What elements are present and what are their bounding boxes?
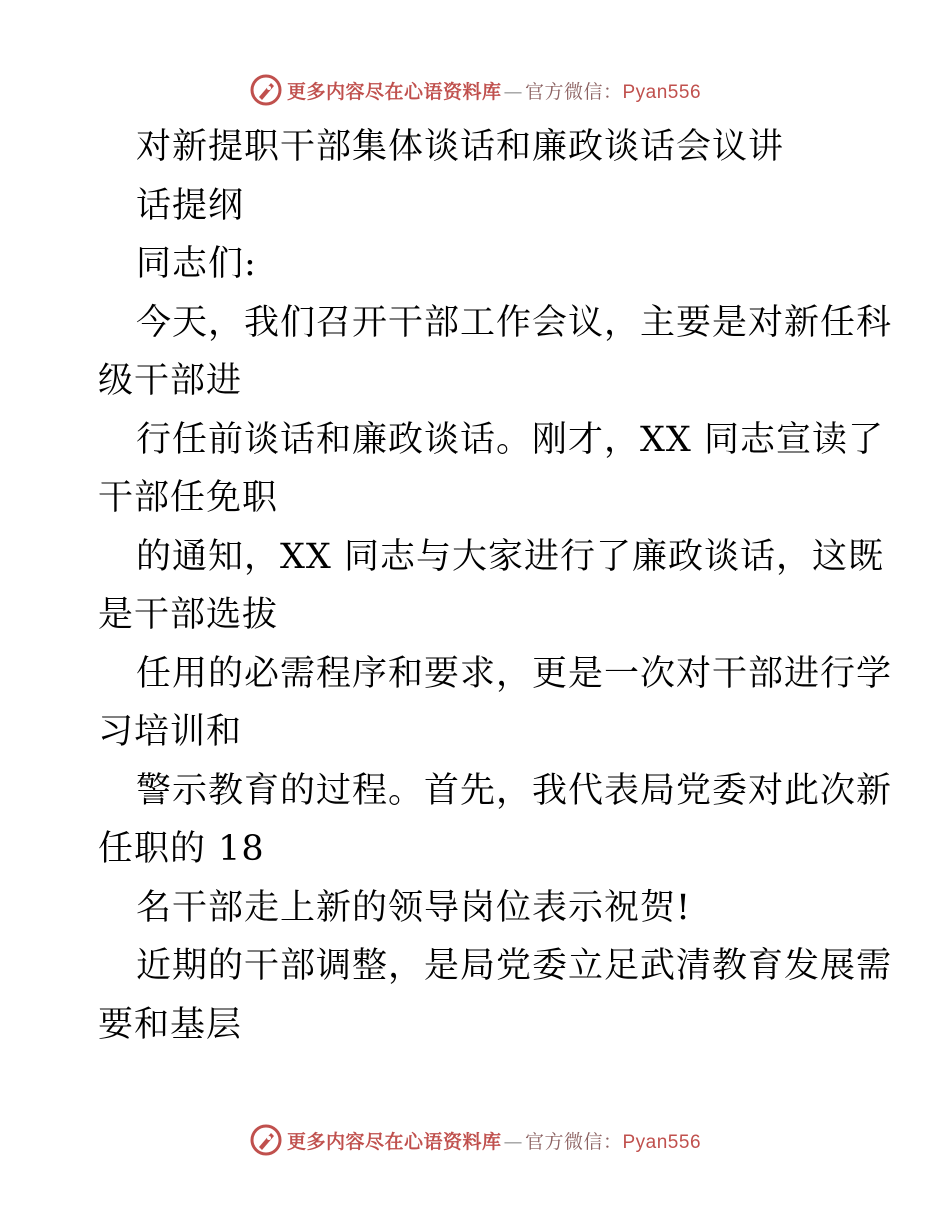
document-line: 近期的干部调整，是局党委立足武清教育发展需 (136, 946, 893, 986)
footer-watermark (0, 1120, 950, 1160)
header-watermark-text (287, 77, 701, 104)
document-line: 是干部选拔 (98, 595, 279, 635)
header-watermark (0, 70, 950, 110)
document-line: 习培训和 (98, 712, 243, 752)
footer-watermark-inner (249, 1123, 701, 1157)
footer-watermark-text (287, 1127, 701, 1154)
watermark-wechat-label: 官方微信： (524, 80, 623, 103)
document-line: 行任前谈话和廉政谈话。刚才，XX 同志宣读了 (136, 419, 884, 460)
document-line: 警示教育的过程。首先，我代表局党委对此次新 (136, 770, 893, 811)
document-body (98, 118, 893, 1054)
watermark-separator: — (503, 80, 523, 103)
document-line: 任职的 18 (98, 829, 265, 869)
document-line: 同志们: (136, 244, 257, 284)
document-line: 话提纲 (136, 185, 245, 226)
document-line: 级干部进 (98, 361, 243, 401)
document-line: 要和基层 (98, 1004, 243, 1045)
watermark-wechat-id: Pyan556 (622, 1131, 702, 1153)
pen-nib-logo-icon (249, 1123, 283, 1157)
document-line: 的通知，XX 同志与大家进行了廉政谈话，这既 (136, 536, 884, 577)
document-line: 今天，我们召开干部工作会议，主要是对新任科 (136, 302, 893, 343)
watermark-wechat-id: Pyan556 (622, 81, 702, 103)
pen-nib-logo-icon (249, 73, 283, 107)
document-line: 名干部走上新的领导岗位表示祝贺! (136, 887, 692, 928)
document-line: 对新提职干部集体谈话和廉政谈话会议讲 (136, 127, 785, 167)
document-line: 干部任免职 (98, 478, 279, 518)
watermark-main-text: 更多内容尽在心语资料库 (286, 1130, 502, 1153)
watermark-main-text: 更多内容尽在心语资料库 (286, 80, 502, 103)
header-watermark-inner (249, 73, 701, 107)
watermark-wechat-label: 官方微信： (524, 1130, 623, 1153)
watermark-separator: — (503, 1130, 523, 1153)
document-line: 任用的必需程序和要求，更是一次对干部进行学 (136, 653, 893, 694)
